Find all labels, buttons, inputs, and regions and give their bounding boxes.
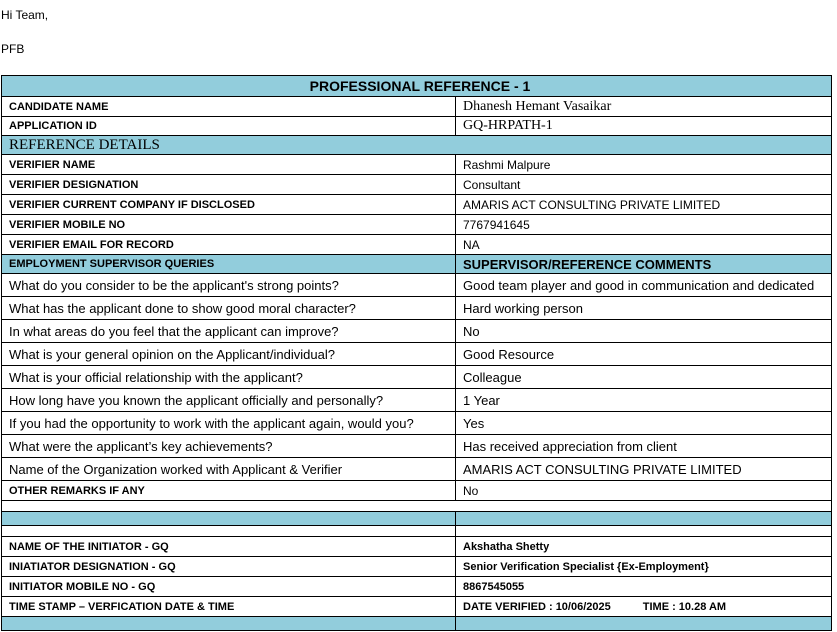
timestamp-label: TIME STAMP – VERFICATION DATE & TIME <box>2 597 456 617</box>
initiator-mobile-label: INITIATOR MOBILE NO - GQ <box>2 577 456 597</box>
question-cell: What do you consider to be the applicant's strong points? <box>2 274 456 297</box>
question-cell: If you had the opportunity to work with the applicant again, would you? <box>2 412 456 435</box>
table-row <box>2 435 832 458</box>
application-id-value: GQ-HRPATH-1 <box>456 117 832 136</box>
question-cell: In what areas do you feel that the applicant can improve? <box>2 320 456 343</box>
answer-cell: No <box>456 320 832 343</box>
verifier-email-value: NA <box>456 235 832 255</box>
table-row <box>2 537 832 557</box>
application-id-label: APPLICATION ID <box>2 117 456 136</box>
answer-cell: AMARIS ACT CONSULTING PRIVATE LIMITED <box>456 458 832 481</box>
verifier-company-label: VERIFIER CURRENT COMPANY IF DISCLOSED <box>2 195 456 215</box>
spacer-cell <box>2 512 456 526</box>
spacer-cell <box>456 617 832 631</box>
answer-cell: Yes <box>456 412 832 435</box>
timestamp-value <box>456 597 832 617</box>
spacer-cell <box>456 512 832 526</box>
table-row <box>2 577 832 597</box>
initiator-mobile-value: 8867545055 <box>456 577 832 597</box>
queries-header-row <box>2 255 832 274</box>
table-row <box>2 458 832 481</box>
verified-time: TIME : 10.28 AM <box>642 600 727 613</box>
reference-details-row <box>2 136 832 155</box>
candidate-name-value: Dhanesh Hemant Vasaikar <box>456 97 832 117</box>
professional-reference-table <box>1 75 832 631</box>
table-row <box>2 343 832 366</box>
comments-header: SUPERVISOR/REFERENCE COMMENTS <box>456 255 832 274</box>
spacer-cell <box>2 526 456 537</box>
candidate-name-label: CANDIDATE NAME <box>2 97 456 117</box>
initiator-name-label: NAME OF THE INITIATOR - GQ <box>2 537 456 557</box>
initiator-designation-label: INIATIATOR DESIGNATION - GQ <box>2 557 456 577</box>
table-row <box>2 235 832 255</box>
answer-cell: Good Resource <box>456 343 832 366</box>
table-row <box>2 320 832 343</box>
other-remarks-label: OTHER REMARKS IF ANY <box>2 481 456 501</box>
question-cell: What were the applicant’s key achievements? <box>2 435 456 458</box>
table-row <box>2 97 832 117</box>
spacer-row <box>2 526 832 537</box>
question-cell: What is your general opinion on the Applicant/individual? <box>2 343 456 366</box>
answer-cell: Colleague <box>456 366 832 389</box>
table-row <box>2 117 832 136</box>
answer-cell: Good team player and good in communication and dedicated <box>456 274 832 297</box>
spacer-cell <box>456 526 832 537</box>
table-row <box>2 557 832 577</box>
spacer-row <box>2 617 832 631</box>
pfb-text: PFB <box>1 42 25 56</box>
table-title: PROFESSIONAL REFERENCE - 1 <box>2 76 832 97</box>
verifier-designation-value: Consultant <box>456 175 832 195</box>
verifier-mobile-label: VERIFIER MOBILE NO <box>2 215 456 235</box>
question-cell: What is your official relationship with the applicant? <box>2 366 456 389</box>
verified-date: DATE VERIFIED : 10/06/2025 <box>463 600 611 613</box>
answer-cell: Hard working person <box>456 297 832 320</box>
other-remarks-value: No <box>456 481 832 501</box>
question-cell: How long have you known the applicant officially and personally? <box>2 389 456 412</box>
verifier-name-label: VERIFIER NAME <box>2 155 456 175</box>
reference-details-title: REFERENCE DETAILS <box>2 136 832 155</box>
initiator-designation-value: Senior Verification Specialist {Ex-Employment} <box>456 557 832 577</box>
greeting-text: Hi Team, <box>1 8 49 22</box>
question-cell: Name of the Organization worked with Applicant & Verifier <box>2 458 456 481</box>
table-row <box>2 412 832 435</box>
verifier-designation-label: VERIFIER DESIGNATION <box>2 175 456 195</box>
spacer-cell <box>2 501 832 512</box>
answer-cell: 1 Year <box>456 389 832 412</box>
spacer-cell <box>2 617 456 631</box>
table-row <box>2 175 832 195</box>
answer-cell: Has received appreciation from client <box>456 435 832 458</box>
table-row <box>2 155 832 175</box>
table-row <box>2 297 832 320</box>
verifier-company-value: AMARIS ACT CONSULTING PRIVATE LIMITED <box>456 195 832 215</box>
verifier-mobile-value: 7767941645 <box>456 215 832 235</box>
verifier-email-label: VERIFIER EMAIL FOR RECORD <box>2 235 456 255</box>
table-row <box>2 389 832 412</box>
initiator-name-value: Akshatha Shetty <box>456 537 832 557</box>
spacer-row <box>2 512 832 526</box>
table-title-row <box>2 76 832 97</box>
table-row <box>2 195 832 215</box>
table-row <box>2 366 832 389</box>
question-cell: What has the applicant done to show good moral character? <box>2 297 456 320</box>
spacer-row <box>2 501 832 512</box>
table-row <box>2 274 832 297</box>
table-row <box>2 215 832 235</box>
verifier-name-value: Rashmi Malpure <box>456 155 832 175</box>
queries-header: EMPLOYMENT SUPERVISOR QUERIES <box>2 255 456 274</box>
table-row <box>2 597 832 617</box>
table-row <box>2 481 832 501</box>
